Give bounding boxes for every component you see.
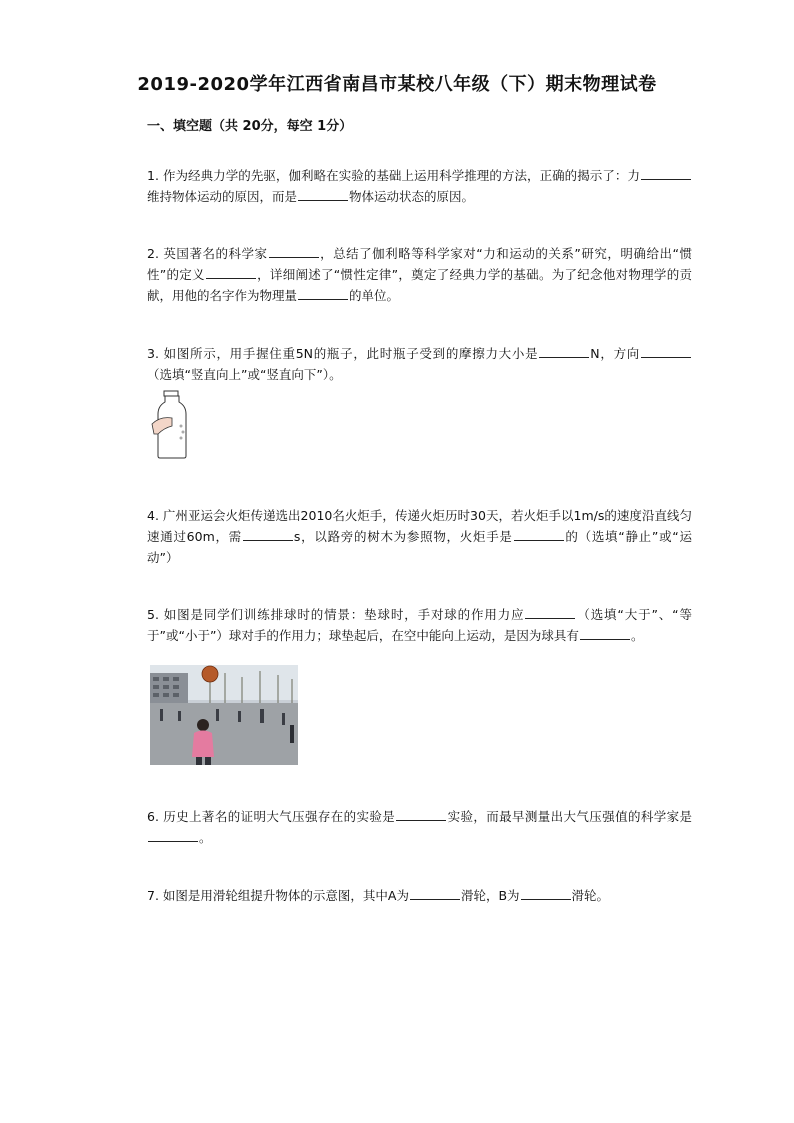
question-4: 4. 广州亚运会火炬传递选出2010名火炬手，传递火炬历时30天，若火炬手以1m/s的速度沿直线匀速通过60m，需 s，以路旁的树木为参照物，火炬手是 的（选填“静止”或“运动”） <box>147 508 692 565</box>
answer-blank[interactable] <box>580 625 630 640</box>
answer-blank[interactable] <box>396 806 446 821</box>
section-heading: 一、填空题（共 20分，每空 1分） <box>147 119 353 134</box>
answer-blank[interactable] <box>148 827 198 842</box>
answer-blank[interactable] <box>514 526 564 541</box>
answer-blank[interactable] <box>539 343 589 358</box>
answer-blank[interactable] <box>410 885 460 900</box>
question-3: 3. 如图所示，用手握住重5N的瓶子，此时瓶子受到的摩擦力大小是 N，方向（选填“竖直向上”或“竖直向下”）。 <box>147 343 692 385</box>
volleyball-training-photo <box>150 665 298 765</box>
question-2: 2. 英国著名的科学家 ，总结了伽利略等科学家对“力和运动的关系”研究，明确给出“惯性”的定义 ，详细阐述了“惯性定律”，奠定了经典力学的基础。为了纪念他对物理学的贡献，用他的名字作为物理量 的单位。 <box>147 243 692 306</box>
answer-blank[interactable] <box>298 285 348 300</box>
answer-blank[interactable] <box>641 343 691 358</box>
answer-blank[interactable] <box>243 526 293 541</box>
answer-blank[interactable] <box>521 885 571 900</box>
bottle-in-hand-figure <box>150 390 194 460</box>
question-6: 6. 历史上著名的证明大气压强存在的实验是 实验，而最早测量出大气压强值的科学家是。 <box>147 806 692 848</box>
answer-blank[interactable] <box>269 243 319 258</box>
answer-blank[interactable] <box>298 186 348 201</box>
answer-blank[interactable] <box>206 264 256 279</box>
question-5: 5. 如图是同学们训练排球时的情景：垫球时，手对球的作用力应 （选填“大于”、“等于”或“小于”）球对手的作用力；球垫起后，在空中能向上运动，是因为球具有 。 <box>147 604 692 646</box>
page-title: 2019-2020学年江西省南昌市某校八年级（下）期末物理试卷 <box>137 74 657 95</box>
answer-blank[interactable] <box>641 165 691 180</box>
question-7: 7. 如图是用滑轮组提升物体的示意图，其中A为 滑轮，B为 滑轮。 <box>147 885 692 906</box>
answer-blank[interactable] <box>525 604 575 619</box>
question-1: 1. 作为经典力学的先驱，伽利略在实验的基础上运用科学推理的方法，正确的揭示了：力维持物体运动的原因，而是 物体运动状态的原因。 <box>147 165 692 207</box>
